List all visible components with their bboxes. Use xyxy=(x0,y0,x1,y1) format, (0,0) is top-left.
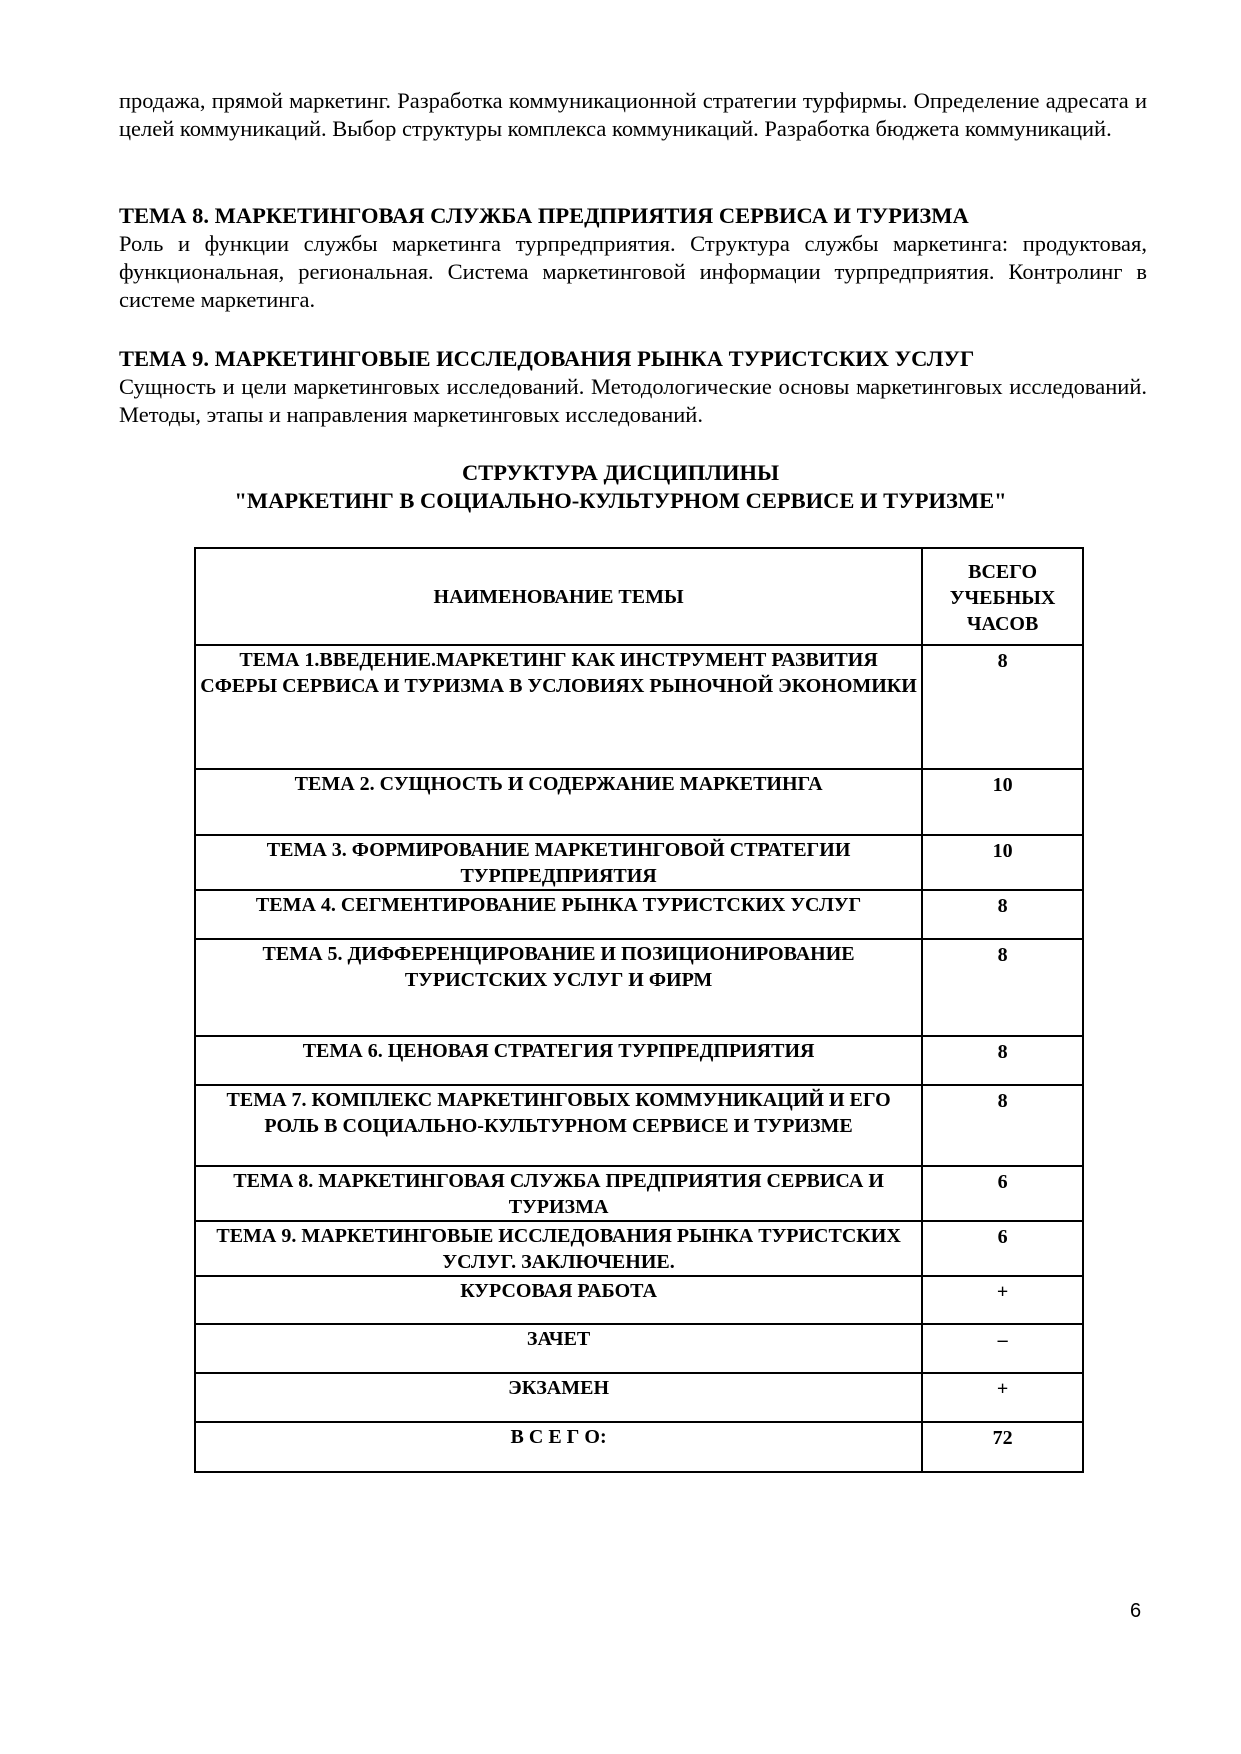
discipline-structure-table xyxy=(194,547,1084,1473)
table-row-total xyxy=(195,1422,1083,1472)
topic-name-cell: ТЕМА 5. ДИФФЕРЕНЦИРОВАНИЕ И ПОЗИЦИОНИРОВАНИЕ ТУРИСТСКИХ УСЛУГ И ФИРМ xyxy=(195,939,922,1036)
table-row xyxy=(195,645,1083,769)
hours-cell: 10 xyxy=(922,769,1083,835)
topic-name-cell: ТЕМА 3. ФОРМИРОВАНИЕ МАРКЕТИНГОВОЙ СТРАТЕГИИ ТУРПРЕДПРИЯТИЯ xyxy=(195,835,922,890)
header-hours-line-2: УЧЕБНЫХ xyxy=(949,586,1056,609)
page-number: 6 xyxy=(1130,1600,1142,1622)
total-label-cell: В С Е Г О: xyxy=(195,1422,922,1472)
table-row xyxy=(195,835,1083,890)
table-row xyxy=(195,1036,1083,1085)
header-hours-line-1: ВСЕГО xyxy=(968,560,1038,583)
table-header-row xyxy=(195,548,1083,645)
table-row xyxy=(195,1276,1083,1324)
section-heading-topic-9: ТЕМА 9. МАРКЕТИНГОВЫЕ ИССЛЕДОВАНИЯ РЫНКА ТУРИСТСКИХ УСЛУГ xyxy=(119,346,975,371)
section-body-topic-8: Роль и функции службы маркетинга турпредприятия. Структура службы маркетинга: продуктовая, функциональная, региональная. Система маркетинговой информации турпредприятия. Контролинг в системе маркетинга. xyxy=(119,231,1147,312)
hours-cell: 6 xyxy=(922,1166,1083,1221)
table-row xyxy=(195,1221,1083,1276)
topic-name-cell: ТЕМА 6. ЦЕНОВАЯ СТРАТЕГИЯ ТУРПРЕДПРИЯТИЯ xyxy=(195,1036,922,1085)
hours-cell: 6 xyxy=(922,1221,1083,1276)
hours-cell: 8 xyxy=(922,645,1083,769)
section-heading-topic-8: ТЕМА 8. МАРКЕТИНГОВАЯ СЛУЖБА ПРЕДПРИЯТИЯ СЕРВИСА И ТУРИЗМА xyxy=(119,203,969,228)
table-row xyxy=(195,1166,1083,1221)
topic-name-cell: ЗАЧЕТ xyxy=(195,1324,922,1373)
hours-cell: 10 xyxy=(922,835,1083,890)
table-row xyxy=(195,1324,1083,1373)
table-row xyxy=(195,939,1083,1036)
header-hours-line-3: ЧАСОВ xyxy=(966,612,1039,635)
hours-cell: 8 xyxy=(922,939,1083,1036)
topic-name-cell: ТЕМА 1.ВВЕДЕНИЕ.МАРКЕТИНГ КАК ИНСТРУМЕНТ РАЗВИТИЯ СФЕРЫ СЕРВИСА И ТУРИЗМА В УСЛОВИЯХ РЫНОЧНОЙ ЭКОНОМИКИ xyxy=(195,645,922,769)
header-total-hours xyxy=(922,548,1083,645)
table-row xyxy=(195,1085,1083,1166)
topic-name-cell: КУРСОВАЯ РАБОТА xyxy=(195,1276,922,1324)
topic-name-cell: ТЕМА 7. КОМПЛЕКС МАРКЕТИНГОВЫХ КОММУНИКАЦИЙ И ЕГО РОЛЬ В СОЦИАЛЬНО-КУЛЬТУРНОМ СЕРВИСЕ И ТУРИЗМЕ xyxy=(195,1085,922,1166)
hours-cell: 8 xyxy=(922,1036,1083,1085)
hours-cell: 8 xyxy=(922,890,1083,939)
header-topic-name: НАИМЕНОВАНИЕ ТЕМЫ xyxy=(195,548,922,645)
topic-name-cell: ТЕМА 2. СУЩНОСТЬ И СОДЕРЖАНИЕ МАРКЕТИНГА xyxy=(195,769,922,835)
hours-cell: + xyxy=(922,1276,1083,1324)
section-body-topic-9: Сущность и цели маркетинговых исследований. Методологические основы маркетинговых исследований. Методы, этапы и направления маркетинговых исследований. xyxy=(119,374,1147,427)
hours-cell: + xyxy=(922,1373,1083,1422)
hours-cell: – xyxy=(922,1324,1083,1373)
table-row xyxy=(195,890,1083,939)
topic-name-cell: ТЕМА 4. СЕГМЕНТИРОВАНИЕ РЫНКА ТУРИСТСКИХ УСЛУГ xyxy=(195,890,922,939)
table-row xyxy=(195,769,1083,835)
structure-subtitle: "МАРКЕТИНГ В СОЦИАЛЬНО-КУЛЬТУРНОМ СЕРВИСЕ И ТУРИЗМЕ" xyxy=(234,488,1007,513)
topic-name-cell: ТЕМА 9. МАРКЕТИНГОВЫЕ ИССЛЕДОВАНИЯ РЫНКА ТУРИСТСКИХ УСЛУГ. ЗАКЛЮЧЕНИЕ. xyxy=(195,1221,922,1276)
hours-cell: 8 xyxy=(922,1085,1083,1166)
topic-name-cell: ТЕМА 8. МАРКЕТИНГОВАЯ СЛУЖБА ПРЕДПРИЯТИЯ СЕРВИСА И ТУРИЗМА xyxy=(195,1166,922,1221)
intro-paragraph: продажа, прямой маркетинг. Разработка коммуникационной стратегии турфирмы. Определение адресата и целей коммуникаций. Выбор структуры комплекса коммуникаций. Разработка бюджета коммуникаций. xyxy=(119,88,1147,141)
total-hours-cell: 72 xyxy=(922,1422,1083,1472)
topic-name-cell: ЭКЗАМЕН xyxy=(195,1373,922,1422)
table-row xyxy=(195,1373,1083,1422)
structure-title: СТРУКТУРА ДИСЦИПЛИНЫ xyxy=(461,460,780,485)
